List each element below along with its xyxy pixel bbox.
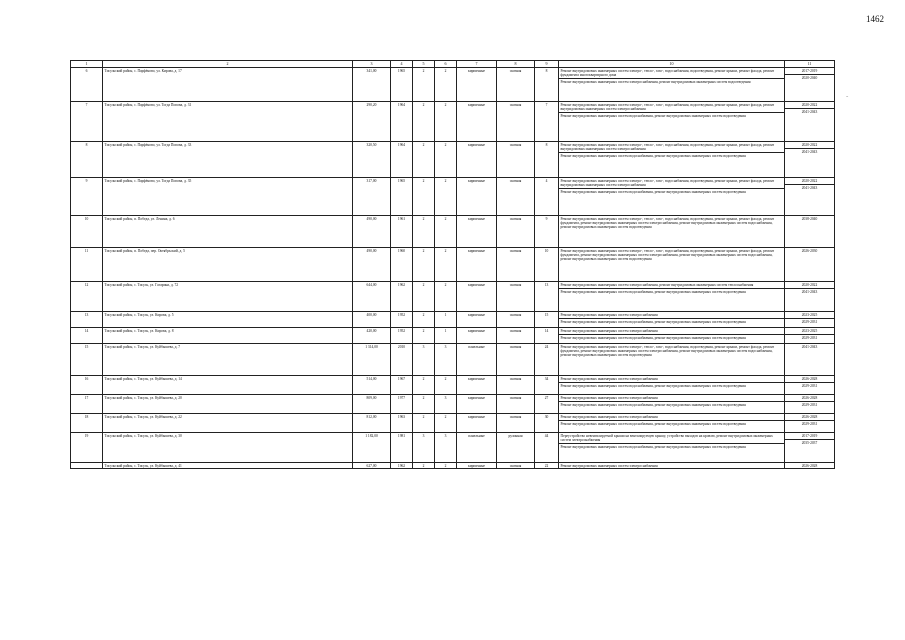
entrances-cell: 1 bbox=[435, 328, 457, 344]
period-item: 2017-2019 bbox=[801, 433, 818, 438]
work-item: Ремонт внутридомовых инженерных систем электроснабжения bbox=[560, 328, 658, 333]
address-cell: Тисульский район, с. Парфёново, ул. Кирова, д. 17 bbox=[103, 68, 353, 102]
work-item: Ремонт внутридомовых инженерных систем водоснабжения, ремонт внутридомовых инженерных систем водоотведения bbox=[559, 288, 784, 294]
roof-cell: скатная bbox=[497, 463, 535, 469]
work-item: Ремонт внутридомовых инженерных систем электроснабжения bbox=[560, 376, 658, 381]
works-cell bbox=[559, 178, 785, 216]
area-cell: 514,00 bbox=[353, 376, 391, 395]
period-item: 2029-2031 bbox=[785, 334, 834, 340]
work-item: Ремонт внутридомовых инженерных систем водоснабжения, ремонт внутридомовых инженерных систем водоотведения bbox=[559, 318, 784, 324]
period-item: 2026-2028 bbox=[801, 376, 818, 381]
year-cell: 1960 bbox=[391, 248, 413, 282]
work-item: Ремонт внутридомовых инженерных систем электроснабжения, ремонт внутридомовых инженерных систем водоотведения bbox=[559, 78, 784, 84]
entrances-cell: 2 bbox=[435, 216, 457, 248]
area-cell: 812,00 bbox=[353, 414, 391, 433]
walls-cell: панельные bbox=[457, 433, 497, 463]
area-cell: 290,20 bbox=[353, 102, 391, 142]
residents-cell: 30 bbox=[535, 414, 559, 433]
years-cell bbox=[785, 216, 835, 248]
page-number: 1462 bbox=[866, 14, 884, 24]
row-number: 19 bbox=[71, 433, 103, 463]
period-item: 2029-2031 bbox=[785, 401, 834, 407]
row-number: 10 bbox=[71, 216, 103, 248]
table-row bbox=[71, 312, 835, 328]
floors-cell: 3 bbox=[413, 433, 435, 463]
margin-mark: - bbox=[846, 92, 849, 100]
row-number: 16 bbox=[71, 376, 103, 395]
residents-cell: 24 bbox=[535, 344, 559, 376]
years-cell bbox=[785, 414, 835, 433]
work-item: Ремонт внутридомовых инженерных систем электроснабжения bbox=[560, 395, 658, 400]
address-cell: Тисульский район, с. Тисуль, ул. Гагарина, д. 72 bbox=[103, 282, 353, 312]
period-item: 2038-2040 bbox=[801, 216, 818, 221]
work-item: Ремонт внутридомовых инженерных систем электро-, тепло-, газо-, водоснабжения, водоотведения, ремонт крыши, ремонт фасада, ремонт фундамента, ремонт внутридомовых инженерных систем электроснабжения, ремонт внутридомовых инженерных систем водоснабжения, ремонт внутридомовых инженерных систем водоотведения bbox=[560, 248, 775, 262]
year-cell: 1965 bbox=[391, 178, 413, 216]
entrances-cell: 3 bbox=[435, 395, 457, 414]
roof-cell: скатная bbox=[497, 142, 535, 178]
period-item: 2029-2031 bbox=[785, 420, 834, 426]
address-cell: Тисульский район, п. Победа, пер. Октябрьский, д. 5 bbox=[103, 248, 353, 282]
row-number bbox=[71, 463, 103, 469]
area-cell: 317,00 bbox=[353, 178, 391, 216]
area-cell: 420,00 bbox=[353, 328, 391, 344]
period-item: 2041-2043 bbox=[785, 108, 834, 114]
works-cell bbox=[559, 414, 785, 433]
entrances-cell: 2 bbox=[435, 102, 457, 142]
walls-cell: панельные bbox=[457, 344, 497, 376]
years-cell bbox=[785, 248, 835, 282]
col-header: 10 bbox=[559, 61, 785, 68]
walls-cell: кирпичные bbox=[457, 328, 497, 344]
row-number: 11 bbox=[71, 248, 103, 282]
roof-cell: скатная bbox=[497, 328, 535, 344]
area-cell: 320,50 bbox=[353, 142, 391, 178]
years-cell bbox=[785, 142, 835, 178]
year-cell: 1962 bbox=[391, 463, 413, 469]
area-cell: 809,00 bbox=[353, 395, 391, 414]
works-cell bbox=[559, 395, 785, 414]
years-cell bbox=[785, 178, 835, 216]
work-item: Ремонт внутридомовых инженерных систем электро-, тепло-, газо-, водоснабжения, водоотведения, ремонт крыши, ремонт фасада, ремонт внутридомовых инженерных систем электроснабжения bbox=[560, 178, 775, 187]
period-item: 2020-2022 bbox=[801, 178, 818, 183]
row-number: 9 bbox=[71, 178, 103, 216]
entrances-cell: 2 bbox=[435, 142, 457, 178]
period-item: 2026-2028 bbox=[801, 463, 818, 468]
residents-cell: 7 bbox=[535, 102, 559, 142]
roof-cell: скатная bbox=[497, 282, 535, 312]
roof-cell: скатная bbox=[497, 344, 535, 376]
period-item: 2041-2043 bbox=[801, 344, 818, 349]
row-number: 12 bbox=[71, 282, 103, 312]
walls-cell: кирпичные bbox=[457, 102, 497, 142]
residents-cell: 44 bbox=[535, 433, 559, 463]
work-item: Ремонт внутридомовых инженерных систем водоснабжения, ремонт внутридомовых инженерных систем водоотведения bbox=[559, 443, 784, 449]
header-row bbox=[71, 61, 835, 68]
years-cell bbox=[785, 463, 835, 469]
period-item: 2029-2031 bbox=[785, 382, 834, 388]
address-cell: Тисульский район, с. Тисуль, ул. Куйбышева, д. 20 bbox=[103, 395, 353, 414]
work-item: Ремонт внутридомовых инженерных систем водоснабжения, ремонт внутридомовых инженерных систем водоотведения bbox=[559, 112, 784, 118]
works-cell bbox=[559, 282, 785, 312]
work-item: Переустройство невентилируемой крыши на вентилируемую крышу, устройство выходов на кровлю, ремонт внутридомовых инженерных систем электроснабжения bbox=[560, 433, 773, 442]
row-number: 18 bbox=[71, 414, 103, 433]
table-row bbox=[71, 463, 835, 469]
col-header: 2 bbox=[103, 61, 353, 68]
residents-cell: 8 bbox=[535, 142, 559, 178]
period-item: 2026-2030 bbox=[801, 248, 818, 253]
year-cell: 1967 bbox=[391, 376, 413, 395]
year-cell: 1964 bbox=[391, 142, 413, 178]
address-cell: Тисульский район, с. Тисуль, ул. Кирова, д. 5 bbox=[103, 312, 353, 328]
row-number: 17 bbox=[71, 395, 103, 414]
work-item: Ремонт внутридомовых инженерных систем водоснабжения, ремонт внутридомовых инженерных систем водоотведения bbox=[559, 334, 784, 340]
roof-cell: скатная bbox=[497, 68, 535, 102]
year-cell: 1952 bbox=[391, 328, 413, 344]
residents-cell: 22 bbox=[535, 463, 559, 469]
entrances-cell: 2 bbox=[435, 463, 457, 469]
entrances-cell: 2 bbox=[435, 414, 457, 433]
row-number: 14 bbox=[71, 328, 103, 344]
roof-cell: скатная bbox=[497, 414, 535, 433]
table-row bbox=[71, 376, 835, 395]
roof-cell: скатная bbox=[497, 248, 535, 282]
years-cell bbox=[785, 282, 835, 312]
floors-cell: 2 bbox=[413, 395, 435, 414]
roof-cell: скатная bbox=[497, 216, 535, 248]
works-cell bbox=[559, 216, 785, 248]
years-cell bbox=[785, 312, 835, 328]
row-number: 7 bbox=[71, 102, 103, 142]
address-cell: Тисульский район, п. Победа, ул. Ленина, д. 6 bbox=[103, 216, 353, 248]
roof-cell: скатная bbox=[497, 102, 535, 142]
years-cell bbox=[785, 376, 835, 395]
address-cell: Тисульский район, с. Тисуль, ул. Куйбышева, д. 14 bbox=[103, 376, 353, 395]
residents-cell: 13 bbox=[535, 282, 559, 312]
walls-cell: кирпичные bbox=[457, 142, 497, 178]
address-cell: Тисульский район, с. Тисуль, ул. Кирова, д. 8 bbox=[103, 328, 353, 344]
floors-cell: 2 bbox=[413, 376, 435, 395]
table-row bbox=[71, 282, 835, 312]
year-cell: 2010 bbox=[391, 344, 413, 376]
period-item: 2020-2022 bbox=[801, 102, 818, 107]
residents-cell: 10 bbox=[535, 248, 559, 282]
work-item: Ремонт внутридомовых инженерных систем электро-, тепло-, газо-, водоснабжения, водоотведения, ремонт крыши, ремонт фасада, ремонт внутридомовых инженерных систем электроснабжения bbox=[560, 102, 775, 111]
floors-cell: 2 bbox=[413, 216, 435, 248]
residents-cell: 34 bbox=[535, 376, 559, 395]
floors-cell: 2 bbox=[413, 248, 435, 282]
works-cell bbox=[559, 463, 785, 469]
col-header: 1 bbox=[71, 61, 103, 68]
address-cell: Тисульский район, с. Парфёново, ул. Тогда Попова, д. 31 bbox=[103, 102, 353, 142]
entrances-cell: 2 bbox=[435, 68, 457, 102]
table-row bbox=[71, 68, 835, 102]
period-item: 2026-2028 bbox=[801, 414, 818, 419]
address-cell: Тисульский район, с. Тисуль, ул. Куйбышева, д. 7 bbox=[103, 344, 353, 376]
address-cell: Тисульский район, с. Парфёново, ул. Тогда Попова, д. 35 bbox=[103, 178, 353, 216]
housing-table bbox=[70, 60, 835, 469]
walls-cell: кирпичные bbox=[457, 282, 497, 312]
col-header: 4 bbox=[391, 61, 413, 68]
period-item: 2041-2043 bbox=[785, 288, 834, 294]
work-item: Ремонт внутридомовых инженерных систем электро-, тепло-, газо-, водоснабжения, водоотведения, ремонт крыши, ремонт фасада, ремонт фундамента многоквартирного дома bbox=[560, 68, 775, 77]
work-item: Ремонт внутридомовых инженерных систем водоснабжения, ремонт внутридомовых инженерных систем водоотведения bbox=[559, 188, 784, 194]
works-cell bbox=[559, 344, 785, 376]
roof-cell: рулонная bbox=[497, 433, 535, 463]
residents-cell: 4 bbox=[535, 178, 559, 216]
table-row bbox=[71, 216, 835, 248]
residents-cell: 8 bbox=[535, 68, 559, 102]
period-item: 2023-2025 bbox=[801, 328, 818, 333]
area-cell: 490,00 bbox=[353, 248, 391, 282]
area-cell: 341,00 bbox=[353, 68, 391, 102]
area-cell: 490,00 bbox=[353, 216, 391, 248]
years-cell bbox=[785, 102, 835, 142]
address-cell: Тисульский район, с. Тисуль, ул. Куйбышева, д. 22 bbox=[103, 414, 353, 433]
works-cell bbox=[559, 376, 785, 395]
col-header: 3 bbox=[353, 61, 391, 68]
table-row bbox=[71, 248, 835, 282]
entrances-cell: 2 bbox=[435, 376, 457, 395]
col-header: 6 bbox=[435, 61, 457, 68]
year-cell: 1952 bbox=[391, 312, 413, 328]
floors-cell: 2 bbox=[413, 414, 435, 433]
floors-cell: 2 bbox=[413, 282, 435, 312]
col-header: 8 bbox=[497, 61, 535, 68]
walls-cell: кирпичные bbox=[457, 414, 497, 433]
period-item: 2020-2040 bbox=[785, 74, 834, 80]
year-cell: 1981 bbox=[391, 433, 413, 463]
entrances-cell: 2 bbox=[435, 178, 457, 216]
roof-cell: скатная bbox=[497, 312, 535, 328]
works-cell bbox=[559, 142, 785, 178]
period-item: 2041-2043 bbox=[785, 184, 834, 190]
years-cell bbox=[785, 433, 835, 463]
years-cell bbox=[785, 395, 835, 414]
address-cell: Тисульский район, с. Тисуль, ул. Куйбышева, д. 30 bbox=[103, 433, 353, 463]
floors-cell: 2 bbox=[413, 178, 435, 216]
entrances-cell: 1 bbox=[435, 312, 457, 328]
residents-cell: 14 bbox=[535, 328, 559, 344]
works-cell bbox=[559, 312, 785, 328]
area-cell: 400,00 bbox=[353, 312, 391, 328]
walls-cell: кирпичные bbox=[457, 248, 497, 282]
entrances-cell: 3 bbox=[435, 344, 457, 376]
col-header: 11 bbox=[785, 61, 835, 68]
works-cell bbox=[559, 68, 785, 102]
col-header: 7 bbox=[457, 61, 497, 68]
table-row bbox=[71, 328, 835, 344]
work-item: Ремонт внутридомовых инженерных систем водоснабжения, ремонт внутридомовых инженерных систем водоотведения bbox=[559, 152, 784, 158]
works-cell bbox=[559, 328, 785, 344]
work-item: Ремонт внутридомовых инженерных систем электроснабжения bbox=[560, 312, 658, 317]
walls-cell: кирпичные bbox=[457, 216, 497, 248]
area-cell: 1 314,00 bbox=[353, 344, 391, 376]
walls-cell: кирпичные bbox=[457, 376, 497, 395]
area-cell: 627,00 bbox=[353, 463, 391, 469]
period-item: 2020-2022 bbox=[801, 282, 818, 287]
work-item: Ремонт внутридомовых инженерных систем электро-, тепло-, газо-, водоснабжения, водоотведения, ремонт крыши, ремонт фасада, ремонт фундамента, ремонт внутридомовых инженерных систем электроснабжения, ремонт внутридомовых инженерных систем водоснабжения, ремонт внутридомовых инженерных систем водоотведения bbox=[560, 216, 775, 230]
years-cell bbox=[785, 328, 835, 344]
year-cell: 1977 bbox=[391, 395, 413, 414]
floors-cell: 2 bbox=[413, 312, 435, 328]
table-row bbox=[71, 395, 835, 414]
entrances-cell: 3 bbox=[435, 433, 457, 463]
residents-cell: 27 bbox=[535, 395, 559, 414]
entrances-cell: 2 bbox=[435, 282, 457, 312]
floors-cell: 2 bbox=[413, 102, 435, 142]
works-cell bbox=[559, 433, 785, 463]
work-item: Ремонт внутридомовых инженерных систем водоснабжения, ремонт внутридомовых инженерных систем водоотведения bbox=[559, 420, 784, 426]
walls-cell: кирпичные bbox=[457, 395, 497, 414]
walls-cell: кирпичные bbox=[457, 312, 497, 328]
residents-cell: 9 bbox=[535, 216, 559, 248]
year-cell: 1963 bbox=[391, 414, 413, 433]
col-header: 9 bbox=[535, 61, 559, 68]
year-cell: 1962 bbox=[391, 282, 413, 312]
works-cell bbox=[559, 102, 785, 142]
period-item: 2041-2043 bbox=[785, 148, 834, 154]
year-cell: 1965 bbox=[391, 68, 413, 102]
table-row bbox=[71, 433, 835, 463]
floors-cell: 3 bbox=[413, 344, 435, 376]
table-row bbox=[71, 414, 835, 433]
period-item: 2020-2022 bbox=[801, 142, 818, 147]
roof-cell: скатная bbox=[497, 178, 535, 216]
table-row bbox=[71, 102, 835, 142]
year-cell: 1961 bbox=[391, 216, 413, 248]
work-item: Ремонт внутридомовых инженерных систем электро-, тепло-, газо-, водоснабжения, водоотведения, ремонт крыши, ремонт фасада, ремонт фундамента, ремонт внутридомовых инженерных систем электроснабжения, ремонт внутридомовых инженерных систем водоснабжения, ремонт внутридомовых инженерных систем водоотведения bbox=[560, 344, 775, 358]
address-cell: Тисульский район, с. Парфёново, ул. Тогда Попова, д. 33 bbox=[103, 142, 353, 178]
work-item: Ремонт внутридомовых инженерных систем электроснабжения bbox=[560, 463, 658, 468]
floors-cell: 2 bbox=[413, 142, 435, 178]
walls-cell: кирпичные bbox=[457, 463, 497, 469]
roof-cell: скатная bbox=[497, 376, 535, 395]
work-item: Ремонт внутридомовых инженерных систем электро-, тепло-, газо-, водоснабжения, водоотведения, ремонт крыши, ремонт фасада, ремонт внутридомовых инженерных систем электроснабжения bbox=[560, 142, 775, 151]
period-item: 2035-2037 bbox=[785, 439, 834, 445]
period-item: 2017-2019 bbox=[801, 68, 818, 73]
period-item: 2023-2025 bbox=[801, 312, 818, 317]
period-item: 2026-2028 bbox=[801, 395, 818, 400]
table-row bbox=[71, 142, 835, 178]
area-cell: 1 182,00 bbox=[353, 433, 391, 463]
row-number: 13 bbox=[71, 312, 103, 328]
col-header: 5 bbox=[413, 61, 435, 68]
floors-cell: 2 bbox=[413, 463, 435, 469]
row-number: 8 bbox=[71, 142, 103, 178]
row-number: 6 bbox=[71, 68, 103, 102]
work-item: Ремонт внутридомовых инженерных систем водоснабжения, ремонт внутридомовых инженерных систем водоотведения bbox=[559, 382, 784, 388]
work-item: Ремонт внутридомовых инженерных систем электроснабжения bbox=[560, 414, 658, 419]
walls-cell: кирпичные bbox=[457, 178, 497, 216]
row-number: 15 bbox=[71, 344, 103, 376]
year-cell: 1964 bbox=[391, 102, 413, 142]
roof-cell: скатная bbox=[497, 395, 535, 414]
area-cell: 644,00 bbox=[353, 282, 391, 312]
table-row bbox=[71, 344, 835, 376]
address-cell: Тисульский район, с. Тисуль, ул. Куйбышева, д. 41 bbox=[103, 463, 353, 469]
period-item: 2029-2031 bbox=[785, 318, 834, 324]
table-row bbox=[71, 178, 835, 216]
work-item: Ремонт внутридомовых инженерных систем электроснабжения, ремонт внутридомовых инженерных систем теплоснабжения bbox=[560, 282, 754, 287]
years-cell bbox=[785, 68, 835, 102]
floors-cell: 2 bbox=[413, 328, 435, 344]
years-cell bbox=[785, 344, 835, 376]
works-cell bbox=[559, 248, 785, 282]
floors-cell: 2 bbox=[413, 68, 435, 102]
entrances-cell: 2 bbox=[435, 248, 457, 282]
work-item: Ремонт внутридомовых инженерных систем водоснабжения, ремонт внутридомовых инженерных систем водоотведения bbox=[559, 401, 784, 407]
residents-cell: 15 bbox=[535, 312, 559, 328]
walls-cell: кирпичные bbox=[457, 68, 497, 102]
